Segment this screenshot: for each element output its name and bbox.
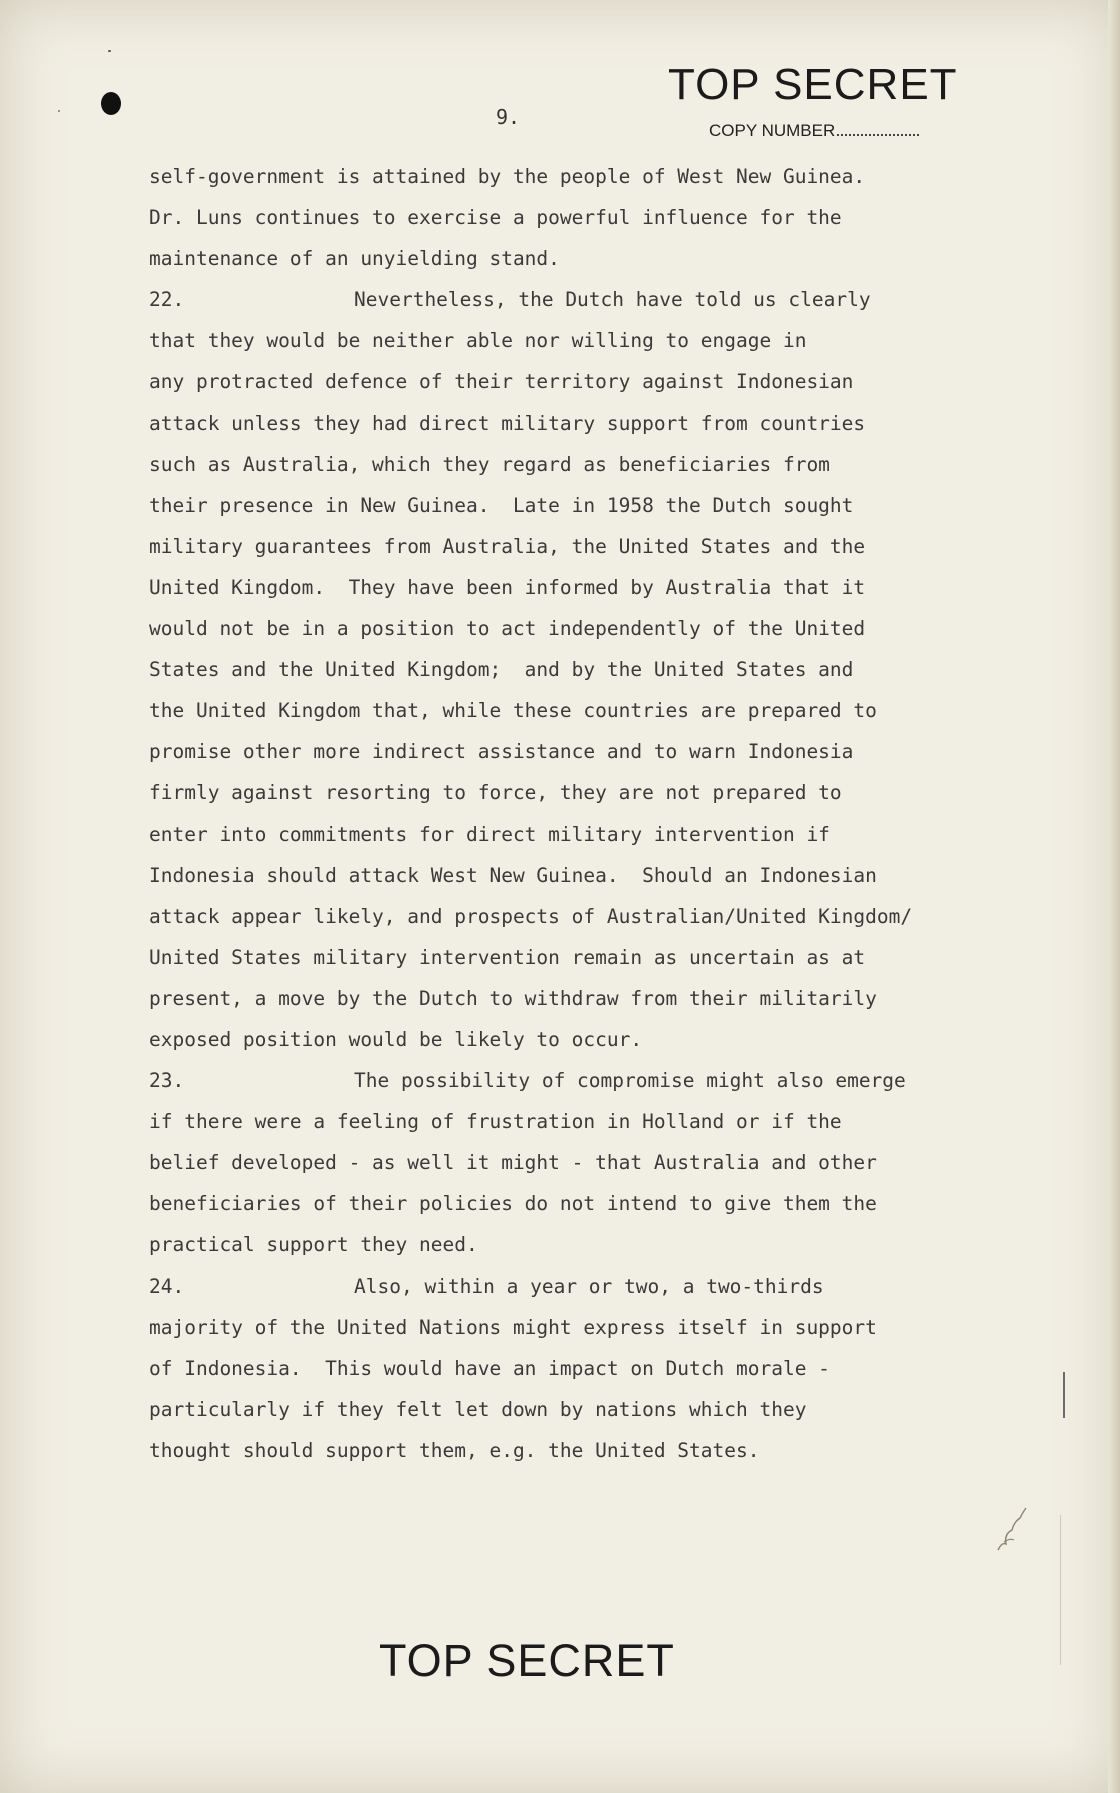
punch-hole — [101, 92, 121, 115]
line-text: firmly against resorting to force, they are not prepared to — [149, 781, 842, 805]
line-text: attack unless they had direct military support from countries — [149, 411, 866, 435]
text-line — [149, 937, 1029, 978]
line-text: The possibility of compromise might also emerge — [354, 1069, 906, 1093]
text-line — [149, 1307, 1029, 1348]
line-text: such as Australia, which they regard as beneficiaries from — [149, 452, 830, 476]
line-text: that they would be neither able nor willing to engage in — [149, 329, 807, 353]
text-line — [149, 567, 1029, 608]
line-text: self-government is attained by the people of West New Guinea. — [149, 165, 866, 188]
line-text: any protracted defence of their territory against Indonesian — [149, 370, 854, 394]
margin-mark — [1060, 1515, 1061, 1665]
text-line — [149, 361, 1029, 402]
line-text: Nevertheless, the Dutch have told us clearly — [354, 288, 871, 312]
line-text: of Indonesia. This would have an impact on Dutch morale - — [149, 1356, 830, 1380]
text-line — [149, 526, 1029, 567]
text-line — [149, 690, 1029, 731]
line-text: Also, within a year or two, a two-thirds — [354, 1274, 824, 1298]
paragraph-start-line — [149, 1060, 1029, 1101]
copy-number-blank — [837, 134, 919, 136]
text-line — [149, 1348, 1029, 1389]
text-line — [149, 855, 1029, 896]
text-line — [149, 197, 1029, 238]
line-text: United Kingdom. They have been informed by Australia that it — [149, 575, 866, 599]
line-text: would not be in a position to act independently of the United — [149, 617, 866, 641]
paragraph-start-line — [149, 279, 1029, 320]
copy-number-field — [709, 121, 919, 141]
text-line — [149, 896, 1029, 937]
text-line — [149, 1142, 1029, 1183]
line-text: beneficiaries of their policies do not intend to give them the — [149, 1192, 877, 1216]
line-text: the United Kingdom that, while these countries are prepared to — [149, 699, 877, 723]
text-line — [149, 772, 1029, 813]
text-line — [149, 978, 1029, 1019]
page-edge — [1108, 0, 1120, 1793]
line-text: belief developed - as well it might - that Australia and other — [149, 1151, 877, 1175]
paragraph-start-line — [149, 1266, 1029, 1307]
line-text: present, a move by the Dutch to withdraw from their militarily — [149, 986, 877, 1010]
text-line — [149, 320, 1029, 361]
text-line — [149, 1101, 1029, 1142]
paragraph-number: 22. — [149, 288, 185, 312]
text-line — [149, 608, 1029, 649]
line-text: promise other more indirect assistance and to warn Indonesia — [149, 740, 854, 764]
paragraph-number: 24. — [149, 1274, 185, 1298]
body-text — [149, 156, 1029, 1471]
text-line — [149, 156, 1029, 197]
line-text: military guarantees from Australia, the United States and the — [149, 534, 866, 558]
line-text: Indonesia should attack West New Guinea. Should an Indonesian — [149, 863, 877, 887]
text-line — [149, 238, 1029, 279]
text-line — [149, 649, 1029, 690]
classification-stamp-top: TOP SECRET — [668, 60, 958, 109]
text-line — [149, 731, 1029, 772]
paper-speck — [108, 50, 111, 52]
text-line — [149, 814, 1029, 855]
classification-stamp-bottom: TOP SECRET — [379, 1635, 675, 1686]
text-line — [149, 1389, 1029, 1430]
line-text: exposed position would be likely to occur. — [149, 1027, 643, 1051]
line-text: majority of the United Nations might express itself in support — [149, 1315, 877, 1339]
text-line — [149, 403, 1029, 444]
line-text: States and the United Kingdom; and by the United States and — [149, 658, 854, 682]
line-text: enter into commitments for direct military intervention if — [149, 822, 830, 846]
line-text: practical support they need. — [149, 1233, 478, 1257]
text-line — [149, 1430, 1029, 1471]
line-text: maintenance of an unyielding stand. — [149, 247, 560, 271]
line-text: attack appear likely, and prospects of Australian/United Kingdom/ — [149, 904, 913, 928]
line-text: thought should support them, e.g. the United States. — [149, 1438, 760, 1462]
handwritten-initials-icon — [990, 1498, 1030, 1558]
text-line — [149, 1224, 1029, 1265]
text-line — [149, 485, 1029, 526]
line-text: their presence in New Guinea. Late in 1958 the Dutch sought — [149, 493, 854, 517]
margin-mark — [1063, 1372, 1065, 1418]
paper-speck — [58, 110, 60, 112]
line-text: if there were a feeling of frustration in Holland or if the — [149, 1110, 842, 1134]
line-text: particularly if they felt let down by nations which they — [149, 1397, 807, 1421]
line-text: Dr. Luns continues to exercise a powerful influence for the — [149, 206, 842, 230]
text-line — [149, 1019, 1029, 1060]
text-line — [149, 444, 1029, 485]
text-line — [149, 1183, 1029, 1224]
paragraph-number: 23. — [149, 1069, 185, 1093]
copy-number-label: COPY NUMBER — [709, 121, 836, 140]
page-number: 9. — [496, 105, 521, 129]
line-text: United States military intervention remain as uncertain as at — [149, 945, 866, 969]
